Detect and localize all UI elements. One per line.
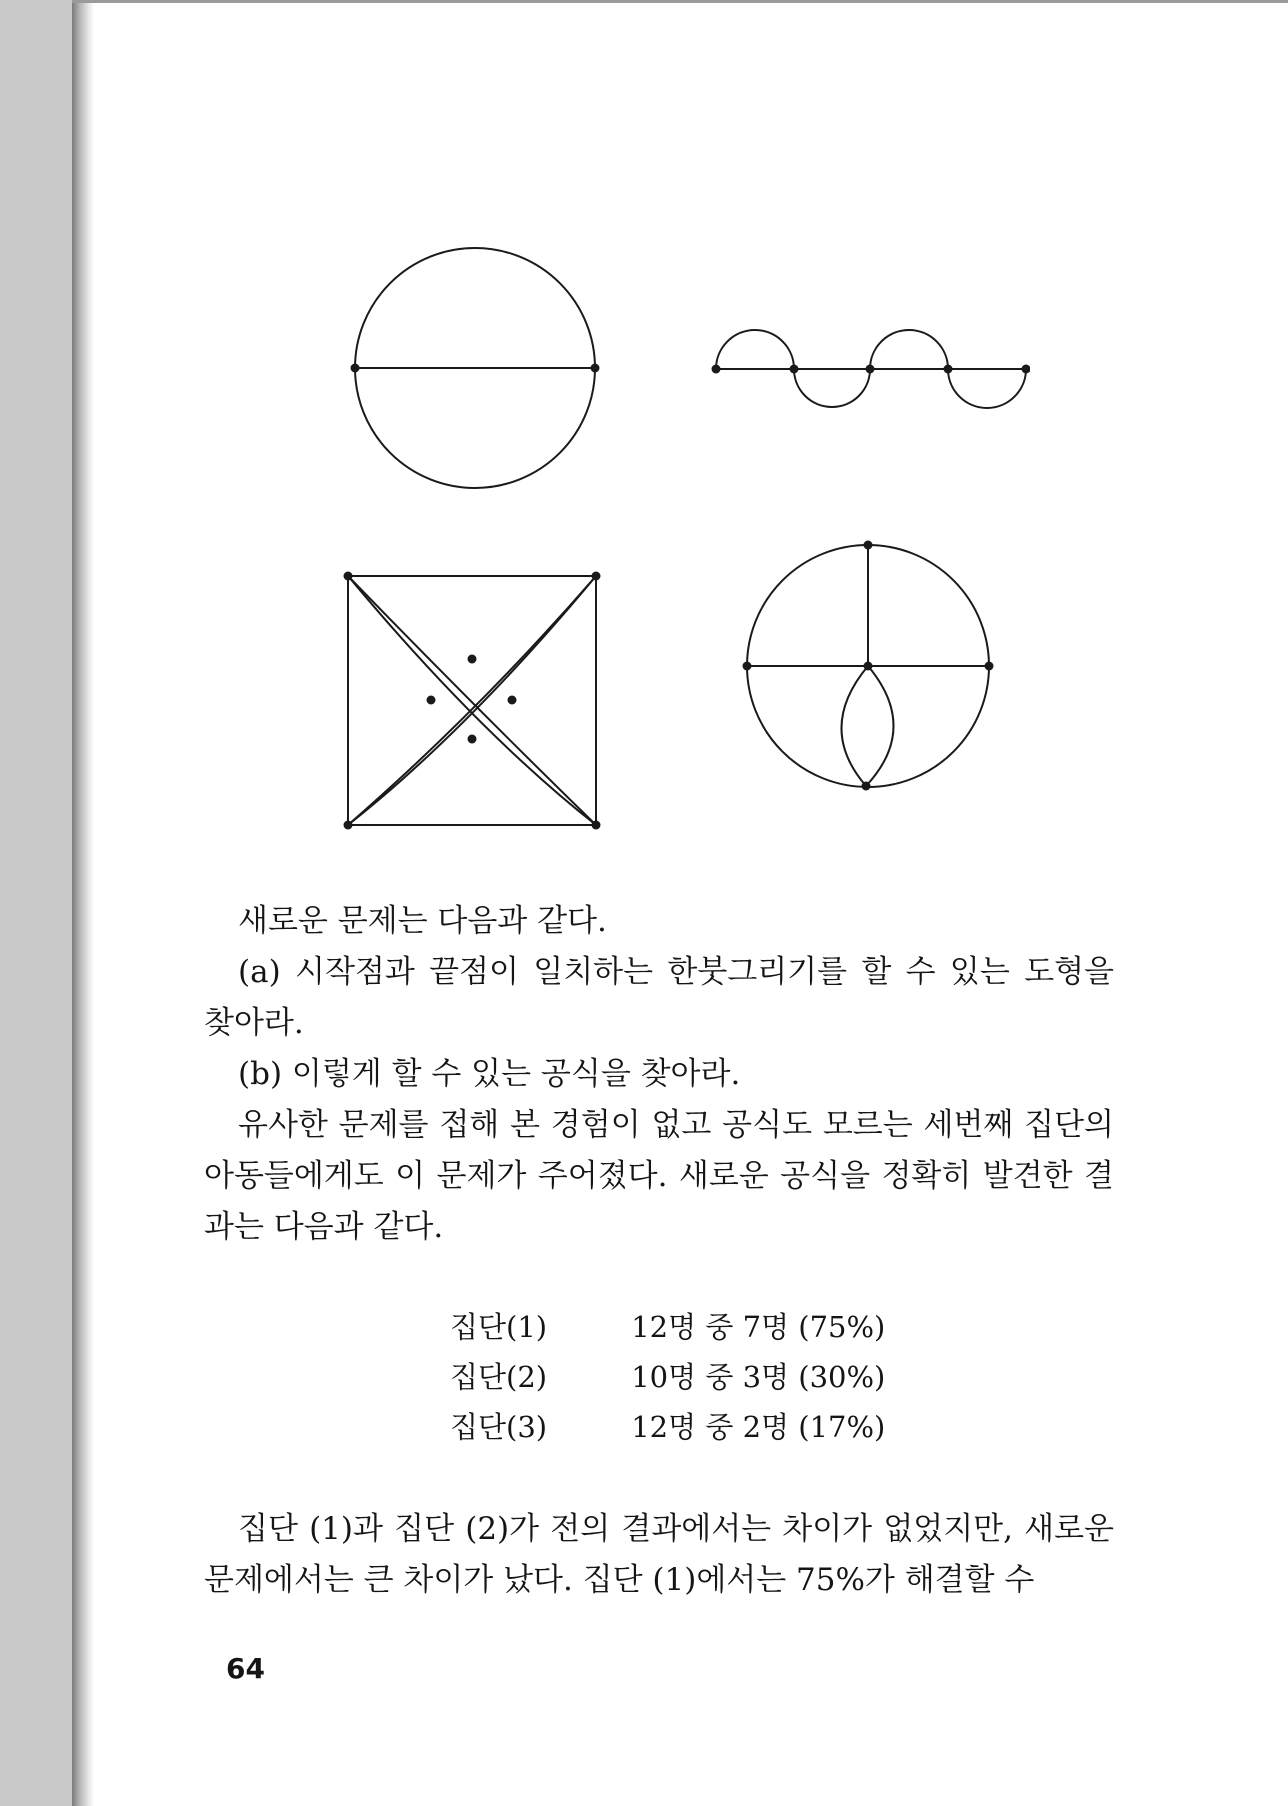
paragraph-comparison: 집단 (1)과 집단 (2)가 전의 결과에서는 차이가 없었지만, 새로운 문제에서는 큰 차이가 났다. 집단 (1)에서는 75%가 해결할 수 — [204, 1511, 1114, 1598]
page-top-edge — [72, 0, 1288, 3]
figure-circle-diameter — [355, 248, 595, 488]
result-row — [450, 1302, 885, 1352]
paragraph-question-b: (b) 이렇게 할 수 있는 공식을 찾아라. — [238, 1056, 741, 1092]
page-number: 64 — [226, 1652, 265, 1685]
result-group: 집단(1) — [450, 1310, 548, 1344]
body-text-continued — [204, 1504, 1114, 1606]
result-row — [450, 1402, 885, 1452]
result-row — [450, 1352, 885, 1402]
paragraph-question-a: (a) 시작점과 끝점이 일치하는 한붓그리기를 할 수 있는 도형을 찾아라. — [204, 954, 1114, 1041]
graph-figures — [330, 240, 1030, 840]
paragraph-third-group: 유사한 문제를 접해 본 경험이 없고 공식도 모르는 세번째 집단의 아동들에게도 이 문제가 주어졌다. 새로운 공식을 정확히 발견한 결과는 다음과 같다. — [204, 1107, 1114, 1245]
result-value: 12명 중 2명 (17%) — [631, 1410, 886, 1444]
body-text — [204, 896, 1114, 1253]
book-spine-shadow — [72, 0, 94, 1806]
results-list — [450, 1302, 885, 1452]
paragraph-intro: 새로운 문제는 다음과 같다. — [238, 903, 607, 939]
result-value: 12명 중 7명 (75%) — [631, 1310, 886, 1344]
result-group: 집단(2) — [450, 1360, 548, 1394]
result-value: 10명 중 3명 (30%) — [631, 1360, 886, 1394]
result-group: 집단(3) — [450, 1410, 548, 1444]
figure-square-arcs — [348, 576, 596, 825]
